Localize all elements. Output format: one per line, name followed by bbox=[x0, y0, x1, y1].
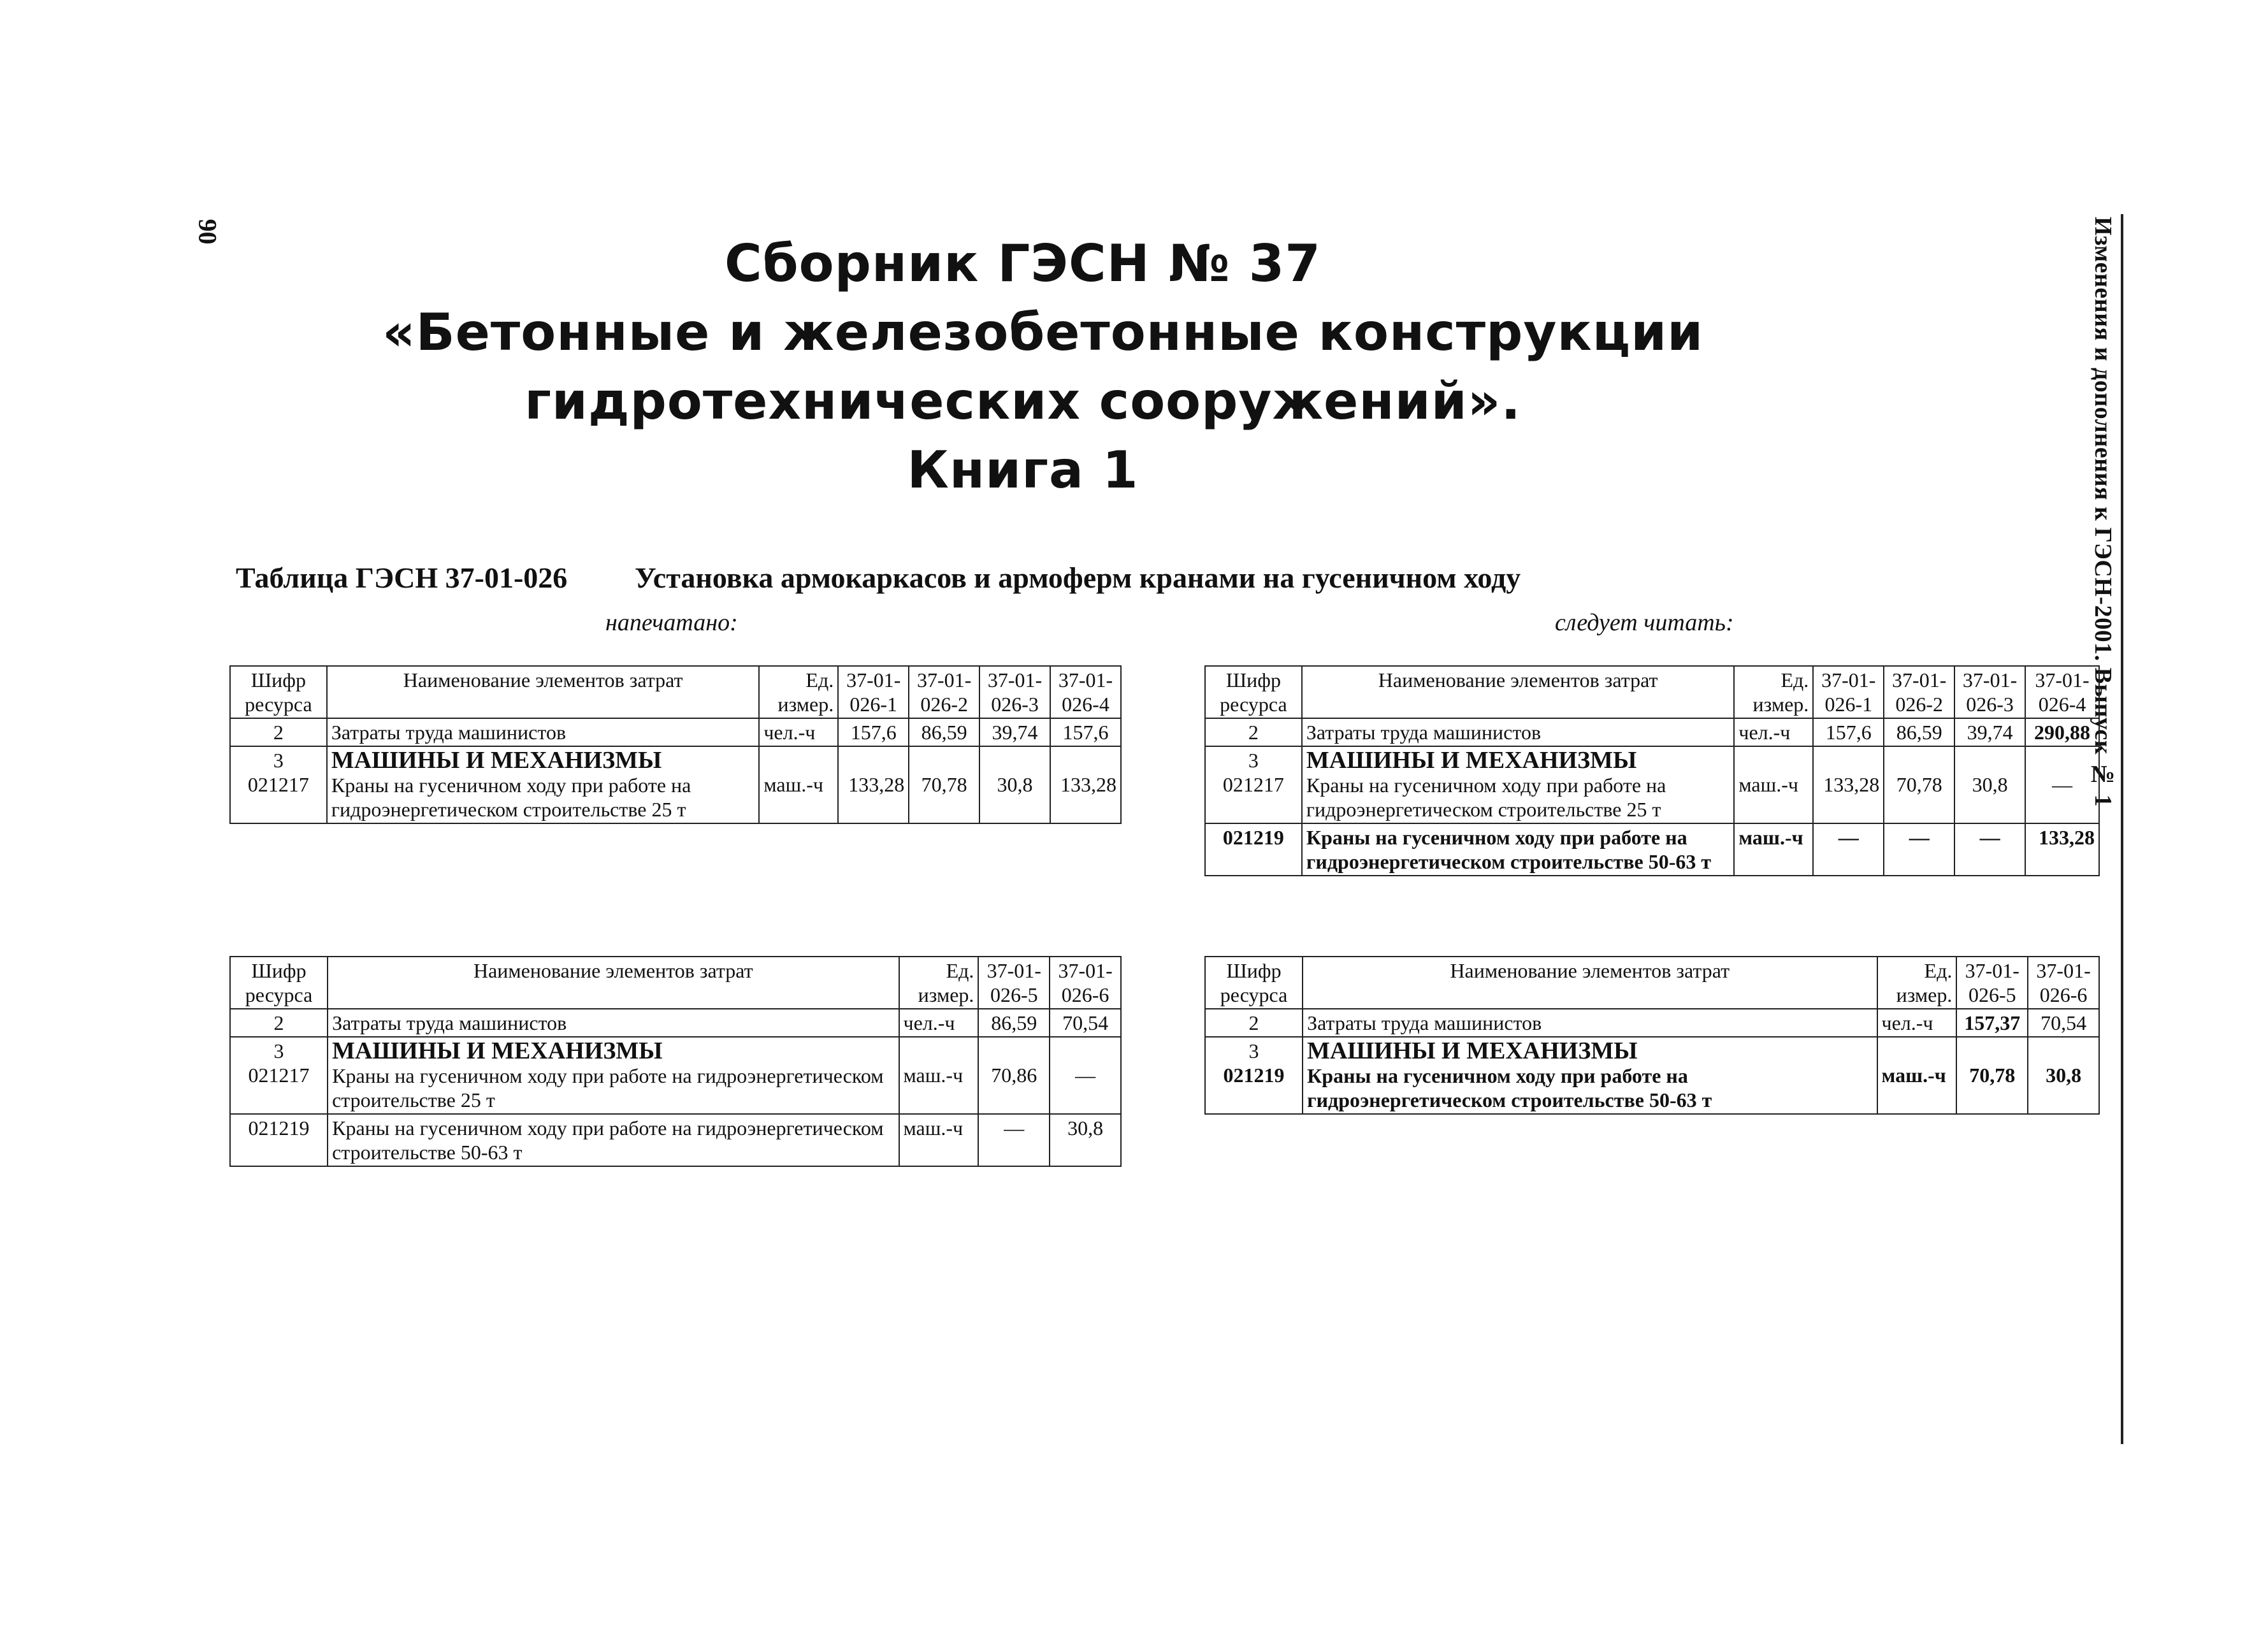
cell-value: 39,74 bbox=[1954, 718, 2025, 746]
header-unit: Ед. измер. bbox=[759, 666, 838, 718]
cell-name: Затраты труда машинистов bbox=[1302, 718, 1734, 746]
table-row bbox=[1205, 746, 2099, 823]
cell-unit: чел.-ч bbox=[1734, 718, 1813, 746]
cell-code: 021219 bbox=[1205, 823, 1302, 876]
cell-value: 70,78 bbox=[1884, 746, 1954, 823]
section-heading: МАШИНЫ И МЕХАНИЗМЫ bbox=[1307, 1038, 1638, 1064]
table-header-row bbox=[1205, 957, 2099, 1009]
cell-value: 157,6 bbox=[1813, 718, 1884, 746]
header-col-5: 37-01- 026-5 bbox=[1956, 957, 2028, 1009]
cell-value: 86,59 bbox=[909, 718, 979, 746]
cell-code: 2 bbox=[230, 718, 327, 746]
resource-name: Краны на гусеничном ходу при работе на гидроэнергетическом строительстве 25 т bbox=[331, 774, 691, 821]
cell-value: — bbox=[1813, 823, 1884, 876]
table-header-row bbox=[230, 957, 1121, 1009]
label-should-read: следует читать: bbox=[1555, 609, 1734, 636]
cell-code: 2 bbox=[1205, 1009, 1303, 1037]
table-header-row bbox=[230, 666, 1121, 718]
table-row bbox=[230, 1114, 1121, 1166]
table-caption-code: Таблица ГЭСН 37-01-026 bbox=[236, 561, 568, 594]
cell-code: 021219 bbox=[230, 1114, 328, 1166]
side-rule bbox=[2121, 214, 2123, 1444]
header-col-5: 37-01- 026-5 bbox=[978, 957, 1050, 1009]
header-code: Шифр ресурса bbox=[230, 666, 327, 718]
table-corrected-1-4 bbox=[1204, 665, 2100, 876]
table-row bbox=[230, 718, 1121, 746]
header-name: Наименование элементов затрат bbox=[327, 666, 759, 718]
cell-unit: чел.-ч bbox=[1877, 1009, 1957, 1037]
cell-value: 39,74 bbox=[979, 718, 1050, 746]
cell-code: 3 021217 bbox=[230, 746, 327, 823]
header-col-2: 37-01- 026-2 bbox=[1884, 666, 1954, 718]
header-col-1: 37-01- 026-1 bbox=[838, 666, 909, 718]
cell-code: 3 021219 bbox=[1205, 1037, 1303, 1114]
header-name: Наименование элементов затрат bbox=[1302, 666, 1734, 718]
cell-name bbox=[328, 1037, 899, 1114]
header-col-6: 37-01- 026-6 bbox=[2028, 957, 2099, 1009]
cell-value: 70,86 bbox=[978, 1037, 1050, 1114]
header-unit: Ед. измер. bbox=[1734, 666, 1813, 718]
header-col-4: 37-01- 026-4 bbox=[2025, 666, 2099, 718]
cell-code: 2 bbox=[1205, 718, 1302, 746]
cell-value: 86,59 bbox=[1884, 718, 1954, 746]
header-col-6: 37-01- 026-6 bbox=[1050, 957, 1121, 1009]
header-col-3: 37-01- 026-3 bbox=[979, 666, 1050, 718]
table-row bbox=[230, 746, 1121, 823]
cell-value: — bbox=[1954, 823, 2025, 876]
cell-value: — bbox=[1050, 1037, 1121, 1114]
cell-code: 2 bbox=[230, 1009, 328, 1037]
cell-unit: маш.-ч bbox=[899, 1037, 979, 1114]
table-row bbox=[1205, 1037, 2099, 1114]
table-row bbox=[230, 1037, 1121, 1114]
resource-name: Краны на гусеничном ходу при работе на гидроэнергетическом строительстве 25 т bbox=[332, 1064, 884, 1111]
table-row bbox=[230, 1009, 1121, 1037]
header-code: Шифр ресурса bbox=[230, 957, 328, 1009]
side-note-text: Изменения и дополнения к ГЭСН-2001. Выпуск № 1 bbox=[2090, 217, 2116, 807]
table-printed-1-4 bbox=[229, 665, 1122, 824]
cell-value: 157,6 bbox=[838, 718, 909, 746]
book-title-line-3: гидротехнических сооружений». bbox=[524, 372, 1521, 431]
cell-value: 30,8 bbox=[1050, 1114, 1121, 1166]
table-corrected-5-6 bbox=[1204, 956, 2100, 1115]
section-heading: МАШИНЫ И МЕХАНИЗМЫ bbox=[332, 1038, 663, 1064]
header-name: Наименование элементов затрат bbox=[328, 957, 899, 1009]
cell-value: 133,28 bbox=[2025, 823, 2099, 876]
cell-value-changed: 157,37 bbox=[1956, 1009, 2028, 1037]
cell-unit: маш.-ч bbox=[759, 746, 838, 823]
table-caption-name: Установка армокаркасов и армоферм кранами на гусеничном ходу bbox=[635, 561, 1521, 594]
cell-value: 86,59 bbox=[978, 1009, 1050, 1037]
header-code: Шифр ресурса bbox=[1205, 666, 1302, 718]
section-heading: МАШИНЫ И МЕХАНИЗМЫ bbox=[331, 747, 662, 774]
cell-unit: маш.-ч bbox=[1734, 746, 1813, 823]
header-name: Наименование элементов затрат bbox=[1303, 957, 1877, 1009]
cell-unit: маш.-ч bbox=[1877, 1037, 1957, 1114]
header-code: Шифр ресурса bbox=[1205, 957, 1303, 1009]
cell-value-changed: 290,88 bbox=[2025, 718, 2099, 746]
cell-value: 30,8 bbox=[1954, 746, 2025, 823]
header-unit: Ед. измер. bbox=[1877, 957, 1957, 1009]
cell-value: 70,54 bbox=[1050, 1009, 1121, 1037]
table-printed-5-6 bbox=[229, 956, 1122, 1167]
book-title-line-4: Книга 1 bbox=[907, 440, 1139, 500]
cell-value: — bbox=[2025, 746, 2099, 823]
table-row bbox=[1205, 1009, 2099, 1037]
cell-value: 133,28 bbox=[1813, 746, 1884, 823]
cell-value: — bbox=[1884, 823, 1954, 876]
header-col-2: 37-01- 026-2 bbox=[909, 666, 979, 718]
label-printed: напечатано: bbox=[605, 609, 738, 636]
cell-value: 30,8 bbox=[979, 746, 1050, 823]
cell-value: 157,6 bbox=[1050, 718, 1121, 746]
table-row-added bbox=[1205, 823, 2099, 876]
cell-value: 70,78 bbox=[909, 746, 979, 823]
cell-value: 133,28 bbox=[838, 746, 909, 823]
cell-unit: маш.-ч bbox=[899, 1114, 979, 1166]
resource-name: Краны на гусеничном ходу при работе на гидроэнергетическом строительстве 50-63 т bbox=[1307, 1064, 1712, 1111]
book-title-line-2: «Бетонные и железобетонные конструкции bbox=[382, 303, 1704, 362]
header-col-4: 37-01- 026-4 bbox=[1050, 666, 1121, 718]
cell-value: 70,78 bbox=[1956, 1037, 2028, 1114]
cell-code: 3 021217 bbox=[1205, 746, 1302, 823]
cell-unit: маш.-ч bbox=[1734, 823, 1813, 876]
header-col-1: 37-01- 026-1 bbox=[1813, 666, 1884, 718]
cell-name: Затраты труда машинистов bbox=[328, 1009, 899, 1037]
cell-name: Краны на гусеничном ходу при работе на гидроэнергетическом строительстве 50-63 т bbox=[1302, 823, 1734, 876]
cell-name: Затраты труда машинистов bbox=[327, 718, 759, 746]
cell-value: 133,28 bbox=[1050, 746, 1121, 823]
cell-value: 70,54 bbox=[2028, 1009, 2099, 1037]
page-number: 90 bbox=[193, 219, 222, 245]
cell-name: Затраты труда машинистов bbox=[1303, 1009, 1877, 1037]
cell-value: — bbox=[978, 1114, 1050, 1166]
header-unit: Ед. измер. bbox=[899, 957, 979, 1009]
cell-name: Краны на гусеничном ходу при работе на гидроэнергетическом строительстве 50-63 т bbox=[328, 1114, 899, 1166]
cell-value: 30,8 bbox=[2028, 1037, 2099, 1114]
header-col-3: 37-01- 026-3 bbox=[1954, 666, 2025, 718]
cell-unit: чел.-ч bbox=[899, 1009, 979, 1037]
cell-code: 3 021217 bbox=[230, 1037, 328, 1114]
book-title bbox=[382, 229, 1704, 505]
cell-name bbox=[1302, 746, 1734, 823]
resource-name: Краны на гусеничном ходу при работе на гидроэнергетическом строительстве 25 т bbox=[1306, 774, 1666, 821]
book-title-line-1: Сборник ГЭСН № 37 bbox=[725, 234, 1321, 293]
table-header-row bbox=[1205, 666, 2099, 718]
section-heading: МАШИНЫ И МЕХАНИЗМЫ bbox=[1306, 747, 1637, 774]
cell-unit: чел.-ч bbox=[759, 718, 838, 746]
cell-name bbox=[1303, 1037, 1877, 1114]
cell-name bbox=[327, 746, 759, 823]
table-row bbox=[1205, 718, 2099, 746]
